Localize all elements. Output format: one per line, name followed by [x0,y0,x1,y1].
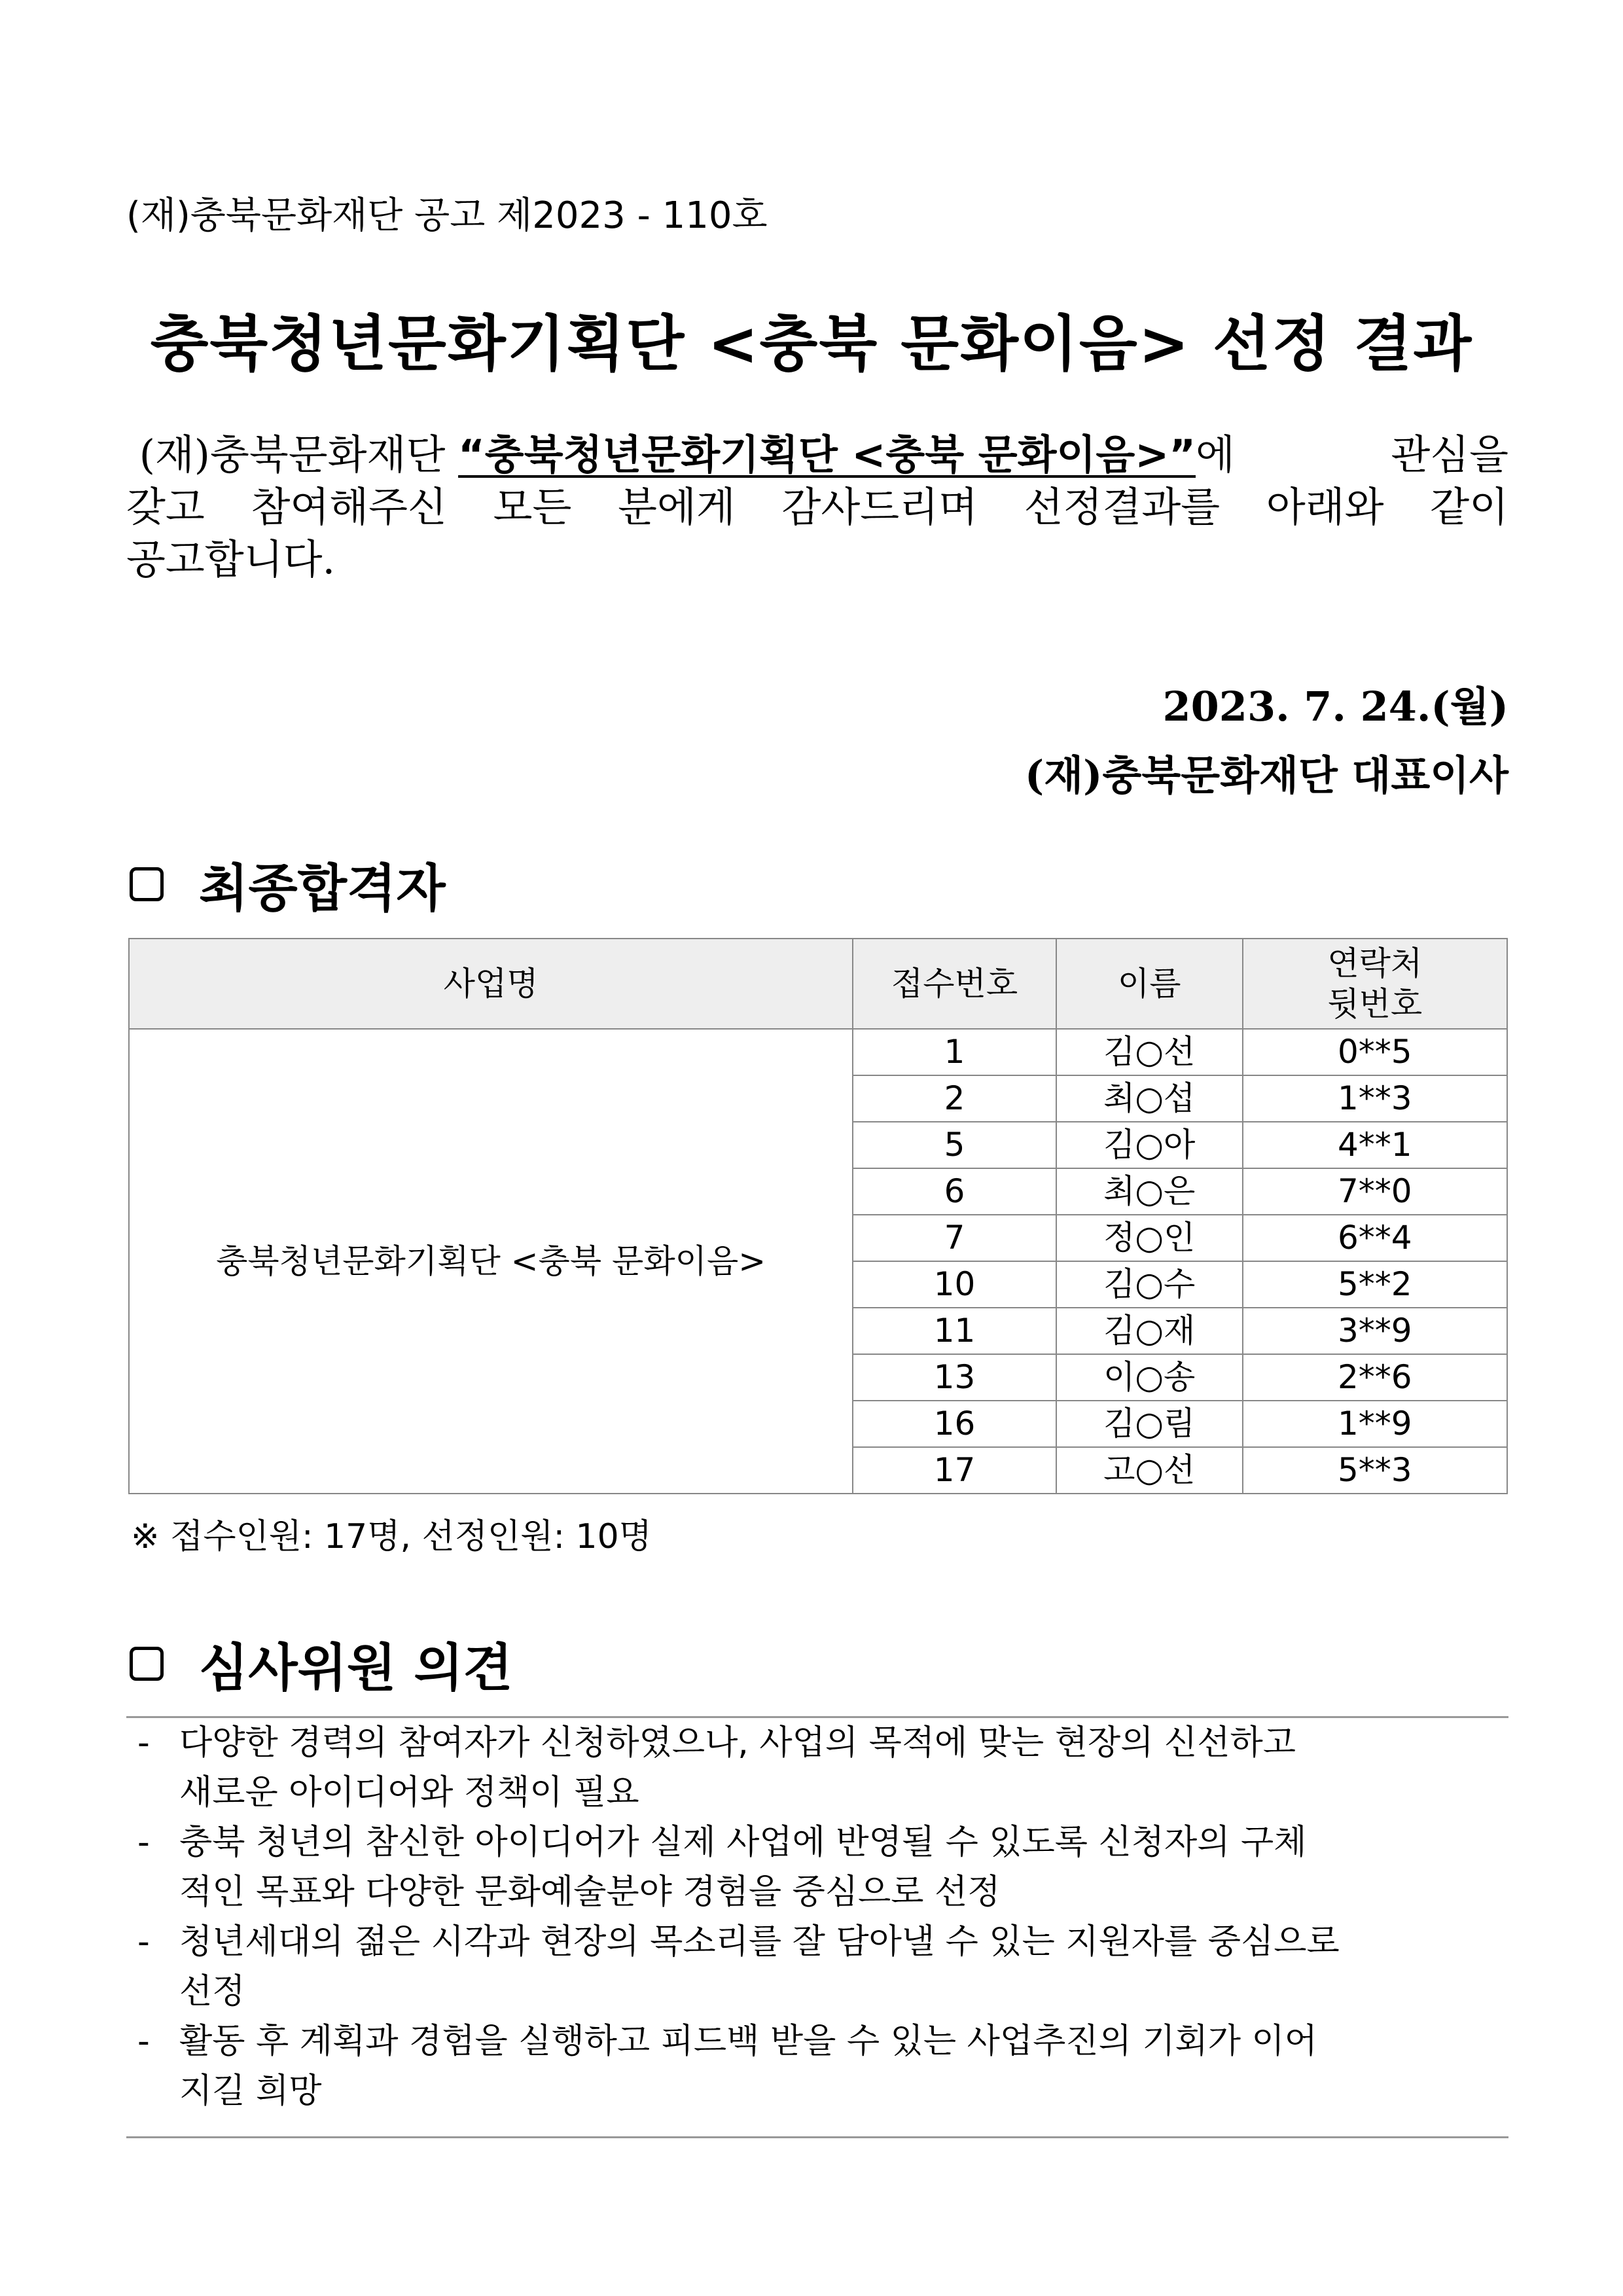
receipt-no-cell: 7 [853,1215,1056,1261]
intro-word: 같이 [1430,483,1508,531]
notice-date: 2023. 7. 24.(월) [1162,683,1508,730]
intro-line-3 [126,533,1508,586]
intro-word: 선정결과를 [1024,483,1221,531]
applicant-name-cell: 김○재 [1056,1308,1243,1354]
opinion-text: 청년세대의 젊은 시각과 현장의 목소리를 잘 담아낼 수 있는 지원자를 중심으로 [179,1922,1340,1962]
phone-suffix-cell: 4**1 [1243,1122,1507,1168]
opinion-text: 충북 청년의 참신한 아이디어가 실제 사업에 반영될 수 있도록 신청자의 구체 [179,1823,1307,1862]
intro-word: 공고합니다. [126,535,336,583]
bullet-dash: - [137,1723,150,1763]
opinion-text: 다양한 경력의 참여자가 신청하였으나, 사업의 목적에 맞는 현장의 신선하고 [179,1723,1296,1763]
column-header-receipt-no: 접수번호 [853,939,1056,1029]
receipt-no-cell: 13 [853,1354,1056,1401]
applicant-name-cell: 최○은 [1056,1168,1243,1215]
checkbox-square-icon [130,1647,164,1681]
bullet-dash: - [137,2022,150,2061]
receipt-no-cell: 11 [853,1308,1056,1354]
column-header-phone: 연락처 뒷번호 [1243,939,1507,1029]
applicant-name-cell: 김○수 [1056,1261,1243,1308]
program-name-cell: 충북청년문화기획단 <충북 문화이음> [129,1029,853,1494]
opinion-item [137,2017,1499,2116]
applicant-name-cell: 이○송 [1056,1354,1243,1401]
intro-word: 관심을 [1391,431,1508,478]
table-header-row [129,939,1507,1029]
phone-suffix-cell: 5**2 [1243,1261,1507,1308]
applicant-name-cell: 김○아 [1056,1122,1243,1168]
receipt-no-cell: 6 [853,1168,1056,1215]
section-heading-final [130,848,446,921]
column-header-program: 사업명 [129,939,853,1029]
opinion-item [137,1818,1499,1917]
applicant-count-note: ※ 접수인원: 17명, 선정인원: 10명 [131,1517,652,1556]
opinion-item [137,1718,1499,1818]
opinion-text: 새로운 아이디어와 정책이 필요 [179,1773,639,1812]
opinion-item [137,1917,1499,2017]
applicant-name-cell: 최○섭 [1056,1075,1243,1122]
intro-word: 갖고 [126,483,205,531]
intro-paragraph [126,429,1508,586]
checkbox-square-icon [130,867,164,901]
receipt-no-cell: 10 [853,1261,1056,1308]
table-body [129,1029,1507,1494]
receipt-no-cell: 5 [853,1122,1056,1168]
phone-suffix-cell: 1**3 [1243,1075,1507,1122]
section-heading-opinion [130,1627,512,1700]
applicant-name-cell: 고○선 [1056,1447,1243,1494]
bullet-dash: - [137,1922,150,1962]
intro-word: 에 [1196,431,1235,478]
intro-line-2 [126,481,1508,533]
phone-suffix-cell: 5**3 [1243,1447,1507,1494]
page-title: 충북청년문화기획단 <충북 문화이음> 선정 결과 [150,309,1473,379]
applicant-name-cell: 김○선 [1056,1029,1243,1075]
results-table [128,938,1508,1494]
intro-word: 아래와 [1266,483,1384,531]
phone-suffix-cell: 2**6 [1243,1354,1507,1401]
opinion-text: 적인 목표와 다양한 문화예술분야 경험을 중심으로 선정 [179,1873,1001,1912]
intro-lead [126,429,1235,481]
table-row [129,1029,1507,1075]
section-heading-label: 심사위원 의견 [199,1639,513,1698]
receipt-no-cell: 16 [853,1401,1056,1447]
opinion-text: 지길 희망 [179,2072,322,2111]
column-header-name: 이름 [1056,939,1243,1029]
intro-word: 모든 [493,483,572,531]
intro-word: 참여해주신 [251,483,447,531]
quoted-program-name: “충북청년문화기획단 <충북 문화이음>” [458,431,1196,478]
applicant-name-cell: 김○림 [1056,1401,1243,1447]
intro-word: 분에게 [618,483,736,531]
phone-suffix-cell: 3**9 [1243,1308,1507,1354]
intro-prefix: (재)충북문화재단 [139,431,459,478]
receipt-no-cell: 1 [853,1029,1056,1075]
notice-number: (재)충북문화재단 공고 제2023 - 110호 [126,194,768,237]
intro-word: 감사드리며 [781,483,978,531]
opinion-list [137,1718,1499,2116]
divider-bottom [126,2136,1508,2138]
phone-suffix-cell: 7**0 [1243,1168,1507,1215]
intro-line-1 [126,429,1508,481]
issuer-name: (재)충북문화재단 대표이사 [1024,751,1508,799]
opinion-text: 선정 [179,1972,245,2011]
section-heading-label: 최종합격자 [199,859,446,918]
bullet-dash: - [137,1823,150,1862]
phone-suffix-cell: 1**9 [1243,1401,1507,1447]
phone-suffix-cell: 6**4 [1243,1215,1507,1261]
opinion-text: 활동 후 계획과 경험을 실행하고 피드백 받을 수 있는 사업추진의 기회가 이어 [179,2022,1318,2061]
receipt-no-cell: 2 [853,1075,1056,1122]
receipt-no-cell: 17 [853,1447,1056,1494]
applicant-name-cell: 정○인 [1056,1215,1243,1261]
phone-suffix-cell: 0**5 [1243,1029,1507,1075]
